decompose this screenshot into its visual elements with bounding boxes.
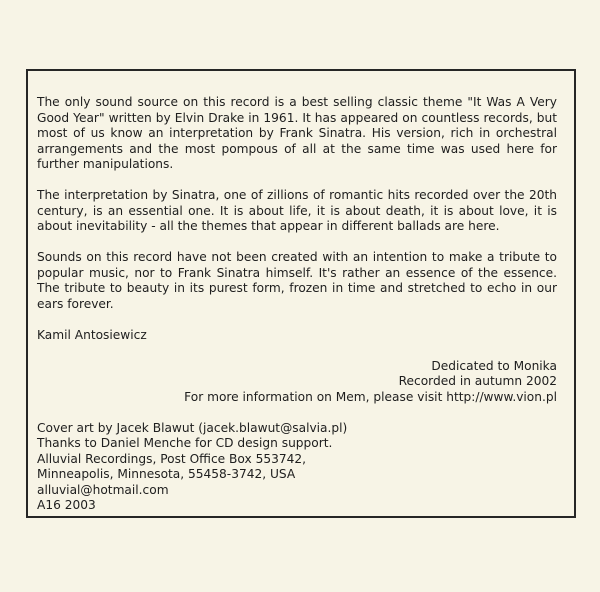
label-email: alluvial@hotmail.com — [37, 482, 169, 497]
paragraph-interpretation: The interpretation by Sinatra, one of zillions of romantic hits recorded over the 20th century, is an essential one. It is about life, it is about death, it is about love, it is about inevitability - all the themes that appear in different ballads are here. — [37, 188, 557, 233]
dedication-line: Dedicated to Monika — [431, 358, 557, 373]
paragraph-tribute: Sounds on this record have not been created with an intention to make a tribute to popular music, nor to Frank Sinatra himself. It's rather an essence of the essence. The tribute to beauty in its purest form, frozen in time and stretched to echo in our ears forever. — [37, 250, 557, 311]
label-address-line-2: Minneapolis, Minnesota, 55458-3742, USA — [37, 467, 296, 481]
recording-date-line: Recorded in autumn 2002 — [398, 374, 557, 388]
more-info-line: For more information on Mem, please visit http://www.vion.pl — [184, 389, 557, 404]
catalog-number: A16 2003 — [37, 498, 96, 512]
author-signature: Kamil Antosiewicz — [37, 327, 147, 342]
liner-notes — [37, 95, 557, 514]
paragraph-source: The only sound source on this record is a best selling classic theme "It Was A Very Good Year" written by Elvin Drake in 1961. It has appeared on countless records, but most of us know an interpretation by Frank Sinatra. His version, rich in orchestral arrangements and the most pompous of all at the same time was used here for further manipulations. — [37, 95, 557, 171]
label-address-line-1: Alluvial Recordings, Post Office Box 553742, — [37, 451, 306, 466]
credit-cover-art: Cover art by Jacek Blawut (jacek.blawut@salvia.pl) — [37, 420, 348, 435]
credit-thanks: Thanks to Daniel Menche for CD design support. — [37, 436, 333, 450]
